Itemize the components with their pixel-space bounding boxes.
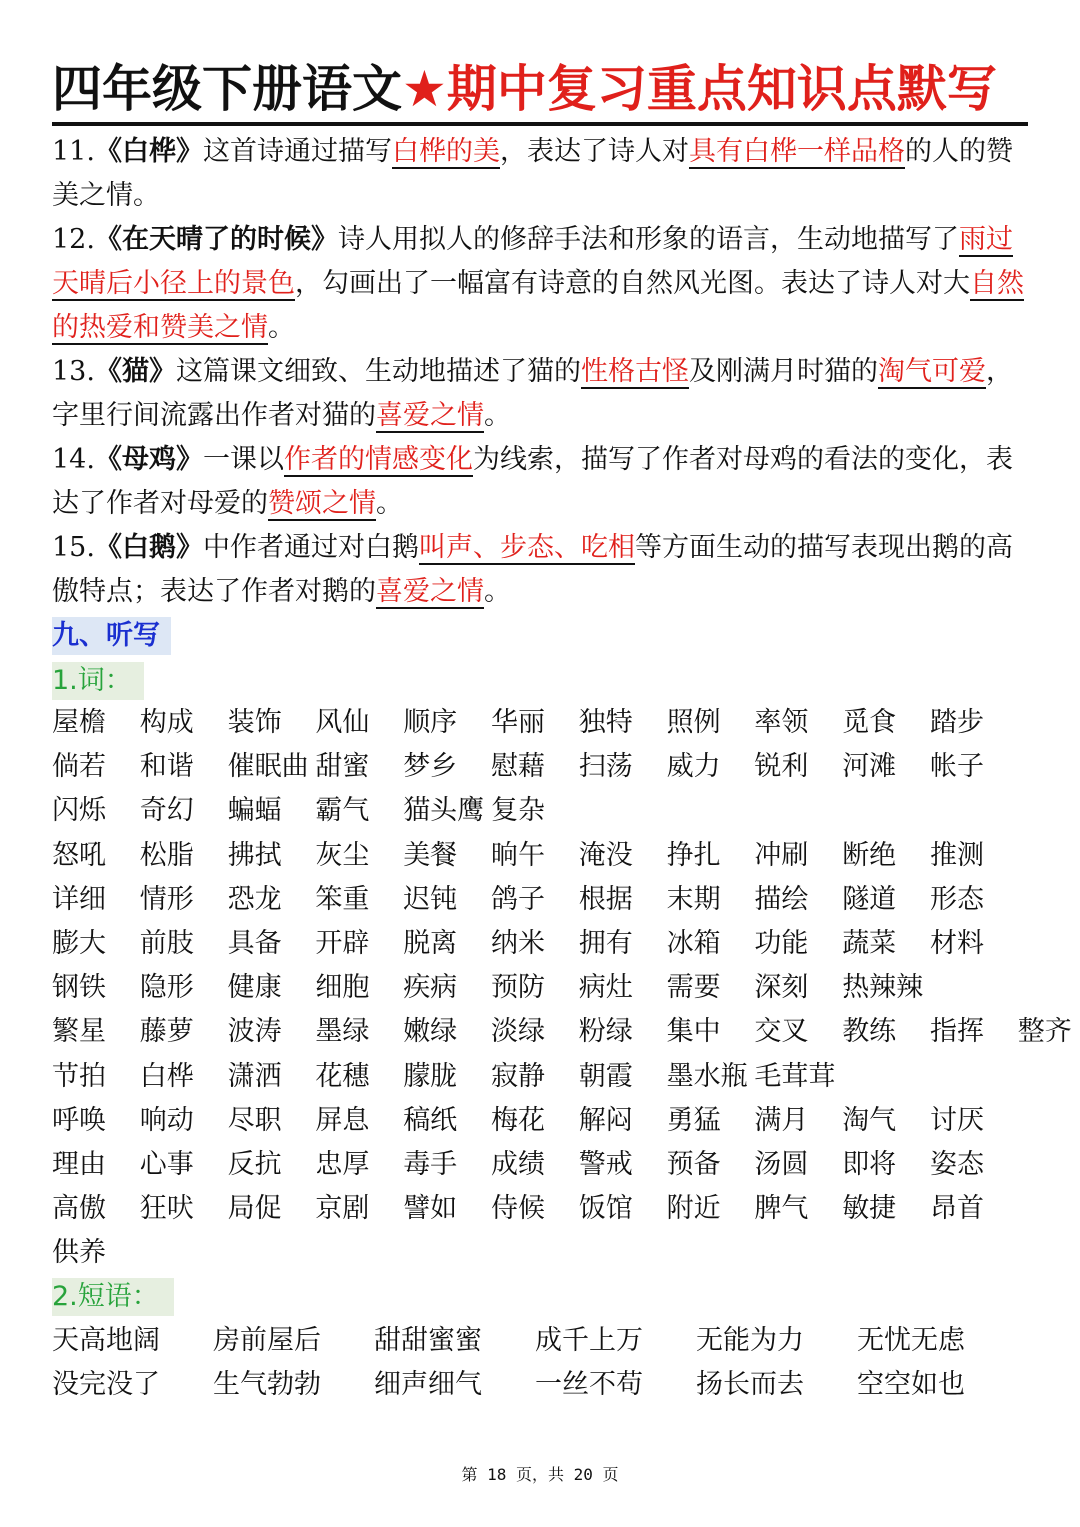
word-item: 解闷 xyxy=(578,1104,633,1136)
word-item: 梦乡 xyxy=(403,751,458,783)
word-row xyxy=(52,966,1042,1010)
phrase-item: 无能为力 xyxy=(696,1325,804,1356)
word-item: 朝霞 xyxy=(578,1060,633,1092)
item-text: ，字里行间流露出作者对猫的 xyxy=(52,356,1013,431)
word-item: 蝙蝠 xyxy=(227,795,282,827)
word-item: 忠厚 xyxy=(315,1149,370,1180)
item-text: 的人的赞美之情。 xyxy=(52,136,1013,211)
word-item: 拥有 xyxy=(578,928,633,959)
answer-blank: 淘气可爱 xyxy=(877,356,986,387)
word-item: 白桦 xyxy=(139,1060,194,1092)
word-row xyxy=(52,1055,1042,1099)
word-item: 钢铁 xyxy=(52,972,106,1004)
item-13 xyxy=(52,350,1032,438)
word-item: 指挥 xyxy=(930,1016,984,1048)
word-item: 姿态 xyxy=(930,1149,984,1180)
answer-blank: 雨过天晴后小径上的景色 xyxy=(52,224,1013,299)
answer-blank: 喜爱之情 xyxy=(376,400,484,431)
word-item: 怒吼 xyxy=(52,839,106,871)
word-item: 譬如 xyxy=(403,1193,458,1225)
word-item: 病灶 xyxy=(578,972,633,1004)
word-item: 河滩 xyxy=(842,751,897,783)
word-item: 晌午 xyxy=(491,839,545,871)
word-item: 潇洒 xyxy=(227,1060,282,1092)
word-item: 威力 xyxy=(666,751,721,783)
word-item: 毒手 xyxy=(403,1149,458,1180)
word-item: 预备 xyxy=(666,1149,721,1180)
word-item: 饭馆 xyxy=(578,1193,633,1225)
word-item: 前肢 xyxy=(139,928,194,959)
page-title xyxy=(52,56,1028,126)
word-item: 功能 xyxy=(754,928,809,959)
item-number: 13. xyxy=(52,356,95,387)
word-item: 冰箱 xyxy=(666,928,721,959)
item-text: ，勾画出了一幅富有诗意的自然风光图。表达了诗人对大 xyxy=(295,268,970,299)
phrases-heading: 2.短语： xyxy=(52,1278,174,1316)
word-item: 纳米 xyxy=(491,928,545,959)
word-item: 末期 xyxy=(666,883,721,915)
word-item: 蔬菜 xyxy=(842,928,897,959)
word-item: 灰尘 xyxy=(315,839,370,871)
lesson-title: 《白鹅》 xyxy=(94,532,203,563)
item-11 xyxy=(52,130,1032,218)
word-item: 局促 xyxy=(227,1193,282,1225)
word-item: 满月 xyxy=(754,1104,809,1136)
word-item: 繁星 xyxy=(52,1016,106,1048)
word-row xyxy=(52,789,1042,833)
word-item: 需要 xyxy=(666,972,721,1004)
word-item: 节拍 xyxy=(52,1060,106,1092)
word-item: 即将 xyxy=(842,1149,897,1180)
word-item: 敏捷 xyxy=(842,1193,897,1225)
word-item: 细胞 xyxy=(315,972,370,1004)
word-item: 膨大 xyxy=(52,928,106,959)
item-text: 这篇课文细致、生动地描述了猫的 xyxy=(175,356,581,387)
item-12 xyxy=(52,218,1032,350)
item-text: 中作者通过对白鹅 xyxy=(202,532,419,563)
answer-blank: 叫声、步态、吃相 xyxy=(418,532,635,563)
word-item: 推测 xyxy=(930,839,984,871)
word-item: 热辣辣 xyxy=(842,972,924,1004)
title-left: 四年级下册语文 xyxy=(52,60,402,118)
phrase-item: 没完没了 xyxy=(52,1369,160,1401)
word-row xyxy=(52,878,1042,922)
word-item: 闪烁 xyxy=(52,795,106,827)
word-item: 藤萝 xyxy=(139,1016,194,1048)
item-text: 一课以 xyxy=(202,444,284,475)
answer-blank: 作者的情感变化 xyxy=(283,444,473,475)
phrase-item: 无忧无虑 xyxy=(857,1325,965,1356)
word-item: 理由 xyxy=(52,1149,106,1180)
word-item: 美餐 xyxy=(403,839,458,871)
word-item: 寂静 xyxy=(491,1060,545,1092)
words-heading: 1.词： xyxy=(52,662,144,700)
word-item: 京剧 xyxy=(315,1193,370,1225)
word-item: 开辟 xyxy=(315,928,370,959)
page-footer: 第 18 页，共 20 页 xyxy=(461,1465,619,1484)
phrase-item: 天高地阔 xyxy=(52,1325,160,1356)
answer-blank: 自然的热爱和赞美之情 xyxy=(52,268,1024,343)
word-item: 猫头鹰 xyxy=(403,795,485,827)
item-text: 为线索，描写了作者对母鸡的看法的变化，表达了作者对母爱的 xyxy=(52,444,1013,519)
phrase-item: 扬长而去 xyxy=(696,1369,804,1401)
word-item: 预防 xyxy=(491,972,545,1004)
phrase-item: 房前屋后 xyxy=(213,1325,321,1356)
word-item: 冲刷 xyxy=(754,839,809,871)
word-item: 集中 xyxy=(666,1016,721,1048)
word-item: 淹没 xyxy=(578,839,633,871)
word-item: 汤圆 xyxy=(754,1149,809,1180)
word-item: 尽职 xyxy=(227,1104,282,1136)
word-row xyxy=(52,1143,1042,1187)
word-item: 供养 xyxy=(52,1237,106,1269)
word-item: 墨绿 xyxy=(315,1016,370,1048)
word-item: 心事 xyxy=(139,1149,194,1180)
word-item: 隧道 xyxy=(842,883,897,915)
word-item: 墨水瓶 xyxy=(666,1060,748,1092)
word-item: 鸽子 xyxy=(491,883,545,915)
lesson-title: 《猫》 xyxy=(94,356,176,387)
item-text: 诗人用拟人的修辞手法和形象的语言，生动地描写了 xyxy=(337,224,959,255)
word-item: 响动 xyxy=(139,1104,194,1136)
word-item: 淘气 xyxy=(842,1104,897,1136)
word-item: 附近 xyxy=(666,1193,721,1225)
word-row xyxy=(52,1231,1042,1275)
word-row xyxy=(52,922,1042,966)
word-item: 觅食 xyxy=(842,707,897,738)
item-number: 11. xyxy=(52,136,95,167)
word-row xyxy=(52,834,1042,878)
word-item: 风仙 xyxy=(315,707,370,738)
word-item: 勇猛 xyxy=(666,1104,721,1136)
word-item: 昂首 xyxy=(930,1193,984,1225)
word-item: 警戒 xyxy=(578,1149,633,1180)
word-item: 独特 xyxy=(578,707,633,738)
word-row xyxy=(52,1010,1072,1054)
word-row xyxy=(52,745,1042,789)
word-item: 奇幻 xyxy=(139,795,194,827)
word-item: 脱离 xyxy=(403,928,458,959)
word-item: 材料 xyxy=(930,928,984,959)
word-item: 锐利 xyxy=(754,751,809,783)
word-item: 断绝 xyxy=(842,839,897,871)
word-item: 帐子 xyxy=(930,751,984,783)
word-item: 照例 xyxy=(666,707,721,738)
phrase-row xyxy=(52,1363,1042,1407)
word-item: 毛茸茸 xyxy=(754,1060,836,1092)
word-item: 侍候 xyxy=(491,1193,545,1225)
section-heading-dictation: 九、听写 xyxy=(52,617,171,655)
item-15 xyxy=(52,526,1032,614)
word-item: 详细 xyxy=(52,883,106,915)
word-item: 淡绿 xyxy=(491,1016,545,1048)
answer-blank: 性格古怪 xyxy=(580,356,689,387)
word-item: 构成 xyxy=(139,707,194,738)
word-item: 健康 xyxy=(227,972,282,1004)
word-item: 成绩 xyxy=(491,1149,545,1180)
word-item: 嫩绿 xyxy=(403,1016,458,1048)
word-item: 形态 xyxy=(930,883,984,915)
item-number: 15. xyxy=(52,532,95,563)
word-item: 扫荡 xyxy=(578,751,633,783)
word-item: 交叉 xyxy=(754,1016,809,1048)
item-text: ，表达了诗人对 xyxy=(499,136,689,167)
item-text: 及刚满月时猫的 xyxy=(688,356,878,387)
word-item: 装饰 xyxy=(227,707,282,738)
lesson-title: 《母鸡》 xyxy=(94,444,203,475)
item-text: 。 xyxy=(484,400,511,431)
item-text: 。 xyxy=(376,488,403,519)
word-item: 粉绿 xyxy=(578,1016,633,1048)
word-row xyxy=(52,1099,1042,1143)
word-item: 挣扎 xyxy=(666,839,721,871)
word-item: 稿纸 xyxy=(403,1104,458,1136)
phrase-item: 空空如也 xyxy=(857,1369,965,1401)
word-item: 波涛 xyxy=(227,1016,282,1048)
word-item: 迟钝 xyxy=(403,883,458,915)
answer-blank: 喜爱之情 xyxy=(376,576,484,607)
word-item: 松脂 xyxy=(139,839,194,871)
item-number: 12. xyxy=(52,224,95,255)
phrase-item: 成千上万 xyxy=(535,1325,643,1356)
phrase-row xyxy=(52,1319,1042,1363)
lesson-title: 《白桦》 xyxy=(94,136,203,167)
word-item: 脾气 xyxy=(754,1193,809,1225)
word-item: 慰藉 xyxy=(491,751,545,783)
word-item: 隐形 xyxy=(139,972,194,1004)
title-right: ★期中复习重点知识点默写 xyxy=(402,60,997,118)
word-item: 教练 xyxy=(842,1016,897,1048)
word-item: 催眠曲 xyxy=(227,751,309,783)
item-14 xyxy=(52,438,1032,526)
word-item: 倘若 xyxy=(52,751,106,783)
word-item: 笨重 xyxy=(315,883,370,915)
word-item: 屏息 xyxy=(315,1104,370,1136)
word-row xyxy=(52,1187,1042,1231)
word-item: 复杂 xyxy=(491,795,545,827)
answer-blank: 具有白桦一样品格 xyxy=(688,136,905,167)
word-item: 华丽 xyxy=(491,707,545,738)
word-item: 具备 xyxy=(227,928,282,959)
word-item: 梅花 xyxy=(491,1104,545,1136)
word-row xyxy=(52,701,1042,745)
phrase-item: 细声细气 xyxy=(374,1369,482,1401)
word-item: 讨厌 xyxy=(930,1104,984,1136)
item-text: 等方面生动的描写表现出鹅的高傲特点；表达了作者对鹅的 xyxy=(52,532,1013,607)
item-text: 。 xyxy=(484,576,511,607)
word-item: 情形 xyxy=(139,883,194,915)
lesson-title: 《在天晴了的时候》 xyxy=(94,224,338,255)
word-item: 深刻 xyxy=(754,972,809,1004)
word-item: 霸气 xyxy=(315,795,370,827)
phrase-item: 甜甜蜜蜜 xyxy=(374,1325,482,1356)
word-item: 和谐 xyxy=(139,751,194,783)
answer-blank: 赞颂之情 xyxy=(268,488,376,519)
word-item: 花穗 xyxy=(315,1060,370,1092)
word-item: 屋檐 xyxy=(52,707,106,738)
word-item: 踏步 xyxy=(930,707,984,738)
word-item: 率领 xyxy=(754,707,809,738)
word-item: 顺序 xyxy=(403,707,458,738)
word-item: 狂吠 xyxy=(139,1193,194,1225)
word-item: 疾病 xyxy=(403,972,458,1004)
phrase-item: 一丝不苟 xyxy=(535,1369,643,1401)
item-number: 14. xyxy=(52,444,95,475)
phrase-item: 生气勃勃 xyxy=(213,1369,321,1401)
word-item: 呼唤 xyxy=(52,1104,106,1136)
item-text: 这首诗通过描写 xyxy=(202,136,392,167)
item-text: 。 xyxy=(268,312,295,343)
answer-blank: 白桦的美 xyxy=(391,136,500,167)
word-item: 甜蜜 xyxy=(315,751,370,783)
word-item: 恐龙 xyxy=(227,883,282,915)
word-item: 反抗 xyxy=(227,1149,282,1180)
word-item: 朦胧 xyxy=(403,1060,458,1092)
word-item: 整齐 xyxy=(1017,1016,1072,1048)
word-item: 根据 xyxy=(578,883,633,915)
word-item: 高傲 xyxy=(52,1193,106,1225)
word-item: 拂拭 xyxy=(227,839,282,871)
word-item: 描绘 xyxy=(754,883,809,915)
